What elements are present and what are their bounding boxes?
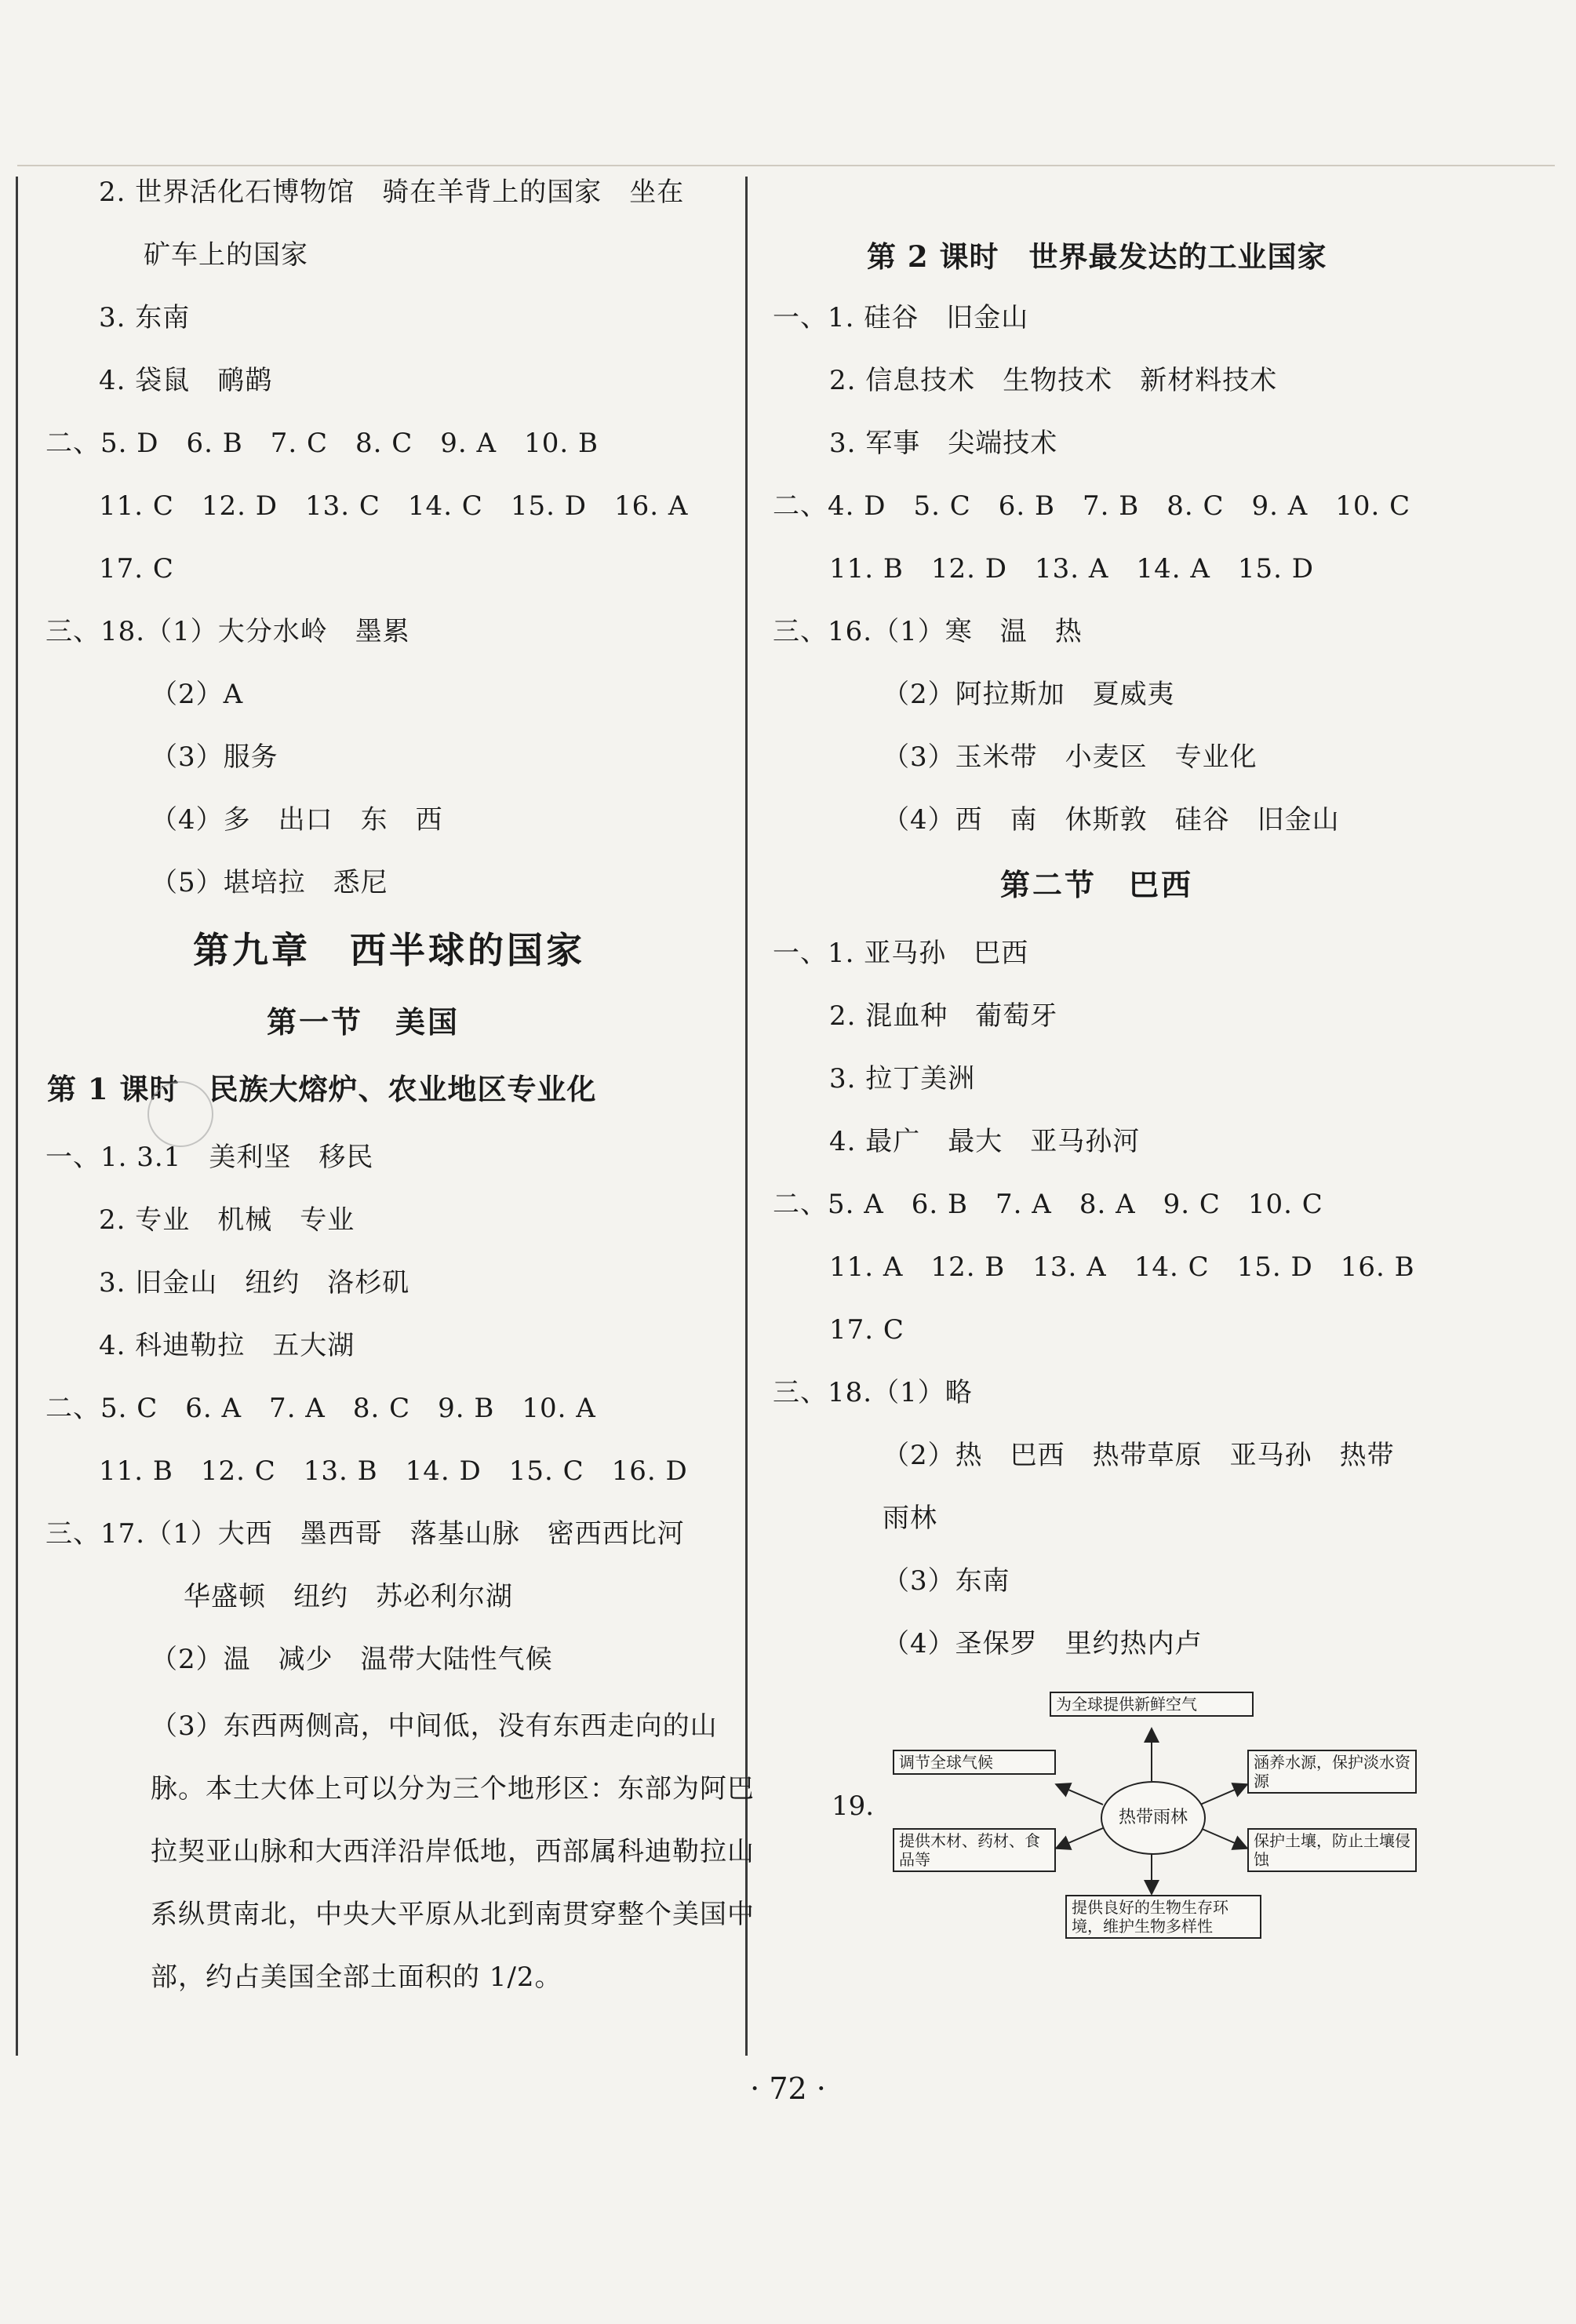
answer-line: 3. 东南: [99, 302, 191, 333]
answer-line: 一、1. 硅谷 旧金山: [773, 302, 1029, 333]
answer-line: 11. B 12. C 13. B 14. D 15. C 16. D: [99, 1455, 688, 1487]
answer-line: 3. 旧金山 纽约 洛杉矶: [99, 1267, 410, 1299]
answer-line: 三、18.（1）略: [773, 1377, 973, 1408]
answer-line: 17. C: [829, 1314, 904, 1346]
answer-line: （4）圣保罗 里约热内卢: [883, 1628, 1203, 1659]
answer-line: 2. 混血种 葡萄牙: [829, 1000, 1058, 1032]
homework-stamp: [147, 1081, 213, 1147]
rainforest-diagram: [885, 1687, 1434, 1946]
answer-line: 华盛顿 纽约 苏必利尔湖: [184, 1581, 513, 1612]
diagram-node-top: 为全球提供新鲜空气: [1050, 1692, 1254, 1717]
answer-line: 3. 拉丁美洲: [829, 1063, 976, 1095]
arrow-right-top: [1200, 1785, 1246, 1805]
lesson-title: 第 2 课时 世界最发达的工业国家: [867, 239, 1327, 274]
answer-line: 17. C: [99, 553, 174, 585]
answer-line: （3）玉米带 小麦区 专业化: [883, 741, 1258, 773]
answer-line: （3）东南: [883, 1565, 1010, 1597]
answer-line: 11. B 12. D 13. A 14. A 15. D: [829, 553, 1315, 585]
diagram-node-right-bottom: 保护土壤，防止土壤侵蚀: [1247, 1828, 1417, 1872]
answer-line: 2. 专业 机械 专业: [99, 1204, 355, 1236]
top-rule: [17, 165, 1555, 166]
diagram-center-node: 热带雨林: [1101, 1781, 1206, 1855]
answer-line: （4）多 出口 东 西: [151, 804, 443, 836]
answer-line: 雨林: [883, 1503, 937, 1534]
question-19-label: 19.: [832, 1790, 875, 1822]
answer-line: （2）阿拉斯加 夏威夷: [883, 679, 1175, 710]
answer-line: （4）西 南 休斯敦 硅谷 旧金山: [883, 804, 1340, 836]
answer-line: 4. 袋鼠 鸸鹋: [99, 365, 273, 396]
answer-line: 三、16.（1）寒 温 热: [773, 616, 1083, 647]
answer-line: （2）热 巴西 热带草原 亚马孙 热带: [883, 1440, 1395, 1471]
answer-line: （3）服务: [151, 741, 278, 773]
section-title: 第一节 美国: [267, 1004, 460, 1040]
answer-line: 11. C 12. D 13. C 14. C 15. D 16. A: [99, 490, 689, 522]
answer-line: （5）堪培拉 悉尼: [151, 867, 388, 898]
answer-line: 三、18.（1）大分水岭 墨累: [45, 616, 410, 647]
answer-line: 二、5. D 6. B 7. C 8. C 9. A 10. B: [45, 428, 599, 459]
chapter-title: 第九章 西半球的国家: [193, 929, 585, 971]
answer-line: 矿车上的国家: [144, 239, 308, 271]
answer-line: 一、1. 3.1 美利坚 移民: [45, 1142, 374, 1173]
answer-line: 三、17.（1）大西 墨西哥 落基山脉 密西西比河: [45, 1518, 685, 1550]
diagram-node-left-bottom: 提供木材、药材、食品等: [893, 1828, 1056, 1872]
page-number: · 72 ·: [750, 2071, 826, 2106]
answer-line: 2. 信息技术 生物技术 新材料技术: [829, 365, 1278, 396]
diagram-node-left-top: 调节全球气候: [893, 1750, 1056, 1775]
arrow-left-top: [1057, 1785, 1103, 1805]
diagram-node-right-top: 涵养水源，保护淡水资源: [1247, 1750, 1417, 1794]
answer-line: 二、4. D 5. C 6. B 7. B 8. C 9. A 10. C: [773, 490, 1411, 522]
answer-line: 二、5. C 6. A 7. A 8. C 9. B 10. A: [45, 1393, 596, 1424]
section-title: 第二节 巴西: [1000, 867, 1194, 902]
answer-line: 4. 科迪勒拉 五大湖: [99, 1330, 355, 1361]
answer-line: 一、1. 亚马孙 巴西: [773, 938, 1029, 969]
answer-line: 二、5. A 6. B 7. A 8. A 9. C 10. C: [773, 1189, 1323, 1220]
lesson-title: 第 1 课时 民族大熔炉、农业地区专业化: [47, 1072, 597, 1106]
answer-line: 3. 军事 尖端技术: [829, 428, 1058, 459]
answer-line: （2）温 减少 温带大陆性气候: [151, 1644, 553, 1675]
answer-line: 2. 世界活化石博物馆 骑在羊背上的国家 坐在: [99, 177, 685, 208]
left-margin-line: [16, 177, 18, 2056]
answer-line: （2）A: [151, 679, 244, 710]
answer-line: 4. 最广 最大 亚马孙河: [829, 1126, 1141, 1157]
answer-paragraph: （3）东西两侧高，中间低，没有东西走向的山脉。本土大体上可以分为三个地形区：东部为阿巴拉契亚山脉和大西洋沿岸低地，西部属科迪勒拉山系纵贯南北，中央大平原从北到南贯穿整个美国中部，约占美国全部土面积的 1/2。: [151, 1710, 755, 1993]
arrow-left-bottom: [1057, 1828, 1103, 1848]
answer-line: 11. A 12. B 13. A 14. C 15. D 16. B: [829, 1251, 1415, 1283]
diagram-node-bottom: 提供良好的生物生存环境，维护生物多样性: [1065, 1895, 1261, 1939]
arrow-right-bottom: [1200, 1828, 1246, 1848]
